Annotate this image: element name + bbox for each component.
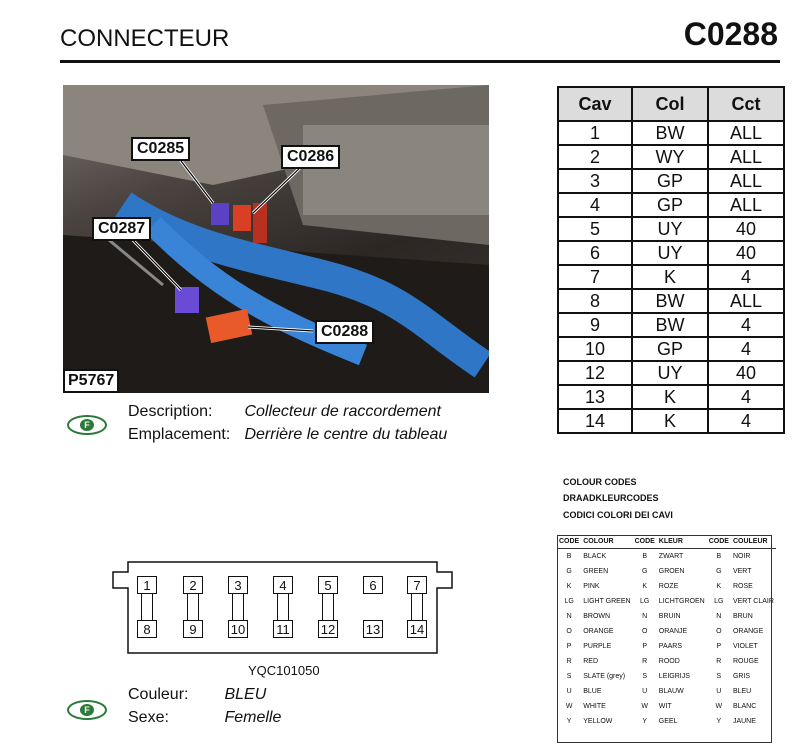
- pin-bottom: 10: [228, 620, 248, 638]
- header-col: Col: [632, 87, 708, 121]
- colour-code: W: [565, 703, 573, 710]
- colour-value: BLEU: [224, 686, 267, 703]
- circuit: ALL: [708, 289, 784, 313]
- colour-code: K: [642, 583, 648, 590]
- colour-label: Couleur:: [128, 686, 189, 703]
- sex-row: [128, 709, 281, 727]
- colour-name: BRUN: [732, 613, 753, 620]
- callout-c0285: C0285: [131, 137, 190, 161]
- wire-colour: UY: [632, 217, 708, 241]
- colour-name: NOIR: [732, 553, 751, 560]
- wire-colour: K: [632, 385, 708, 409]
- pin-top: 2: [183, 576, 203, 594]
- cavity-number: 13: [558, 385, 632, 409]
- circuit: 4: [708, 313, 784, 337]
- cavity-row: [558, 409, 784, 433]
- colour-name: GROEN: [658, 568, 685, 575]
- colour-code: O: [641, 628, 648, 635]
- colour-name: ROZE: [658, 583, 679, 590]
- colour-code: P: [566, 643, 572, 650]
- connector-photo: [63, 85, 489, 393]
- colour-code: S: [566, 673, 572, 680]
- cavity-row: [558, 337, 784, 361]
- location-label: Emplacement:: [128, 426, 231, 443]
- colour-name: SLATE (grey): [583, 673, 626, 680]
- wire-colour: UY: [632, 241, 708, 265]
- pin-top: 1: [137, 576, 157, 594]
- colour-code: R: [642, 658, 648, 665]
- colour-code: P: [716, 643, 722, 650]
- header-cct: Cct: [708, 87, 784, 121]
- colour-code: S: [716, 673, 722, 680]
- cavity-number: 5: [558, 217, 632, 241]
- colour-name: PAARS: [658, 643, 683, 650]
- colour-codes-title-it: CODICI COLORI DEI CAVI: [563, 510, 673, 520]
- colour-code: Y: [642, 718, 648, 725]
- colour-name: BLACK: [583, 553, 607, 560]
- location-value: Derrière le centre du tableau: [244, 426, 448, 443]
- cavity-row: [558, 241, 784, 265]
- cc-header: COULEUR: [731, 535, 776, 549]
- colour-name: ZWART: [658, 553, 684, 560]
- cavity-row: [558, 289, 784, 313]
- pin-bottom: 11: [273, 620, 293, 638]
- colour-code: W: [641, 703, 648, 710]
- colour-code: G: [641, 568, 648, 575]
- colour-name: LEIGRIJS: [658, 673, 690, 680]
- callout-c0286: C0286: [281, 145, 340, 169]
- wire-colour: K: [632, 265, 708, 289]
- cavity-number: 6: [558, 241, 632, 265]
- colour-codes-title: COLOUR CODES: [563, 477, 637, 487]
- wire-colour: BW: [632, 121, 708, 145]
- badge-letter: F: [80, 419, 94, 431]
- cavity-number: 7: [558, 265, 632, 289]
- cc-header: KLEUR: [657, 535, 707, 549]
- colour-name: ROSE: [732, 583, 753, 590]
- pin-link: [277, 594, 289, 620]
- pin-link: [232, 594, 244, 620]
- header-divider: [60, 60, 780, 63]
- cavity-number: 14: [558, 409, 632, 433]
- cavity-number: 8: [558, 289, 632, 313]
- colour-code: K: [566, 583, 572, 590]
- pin-bottom: 13: [363, 620, 383, 638]
- cc-header: CODE: [707, 535, 731, 549]
- colour-code: K: [716, 583, 722, 590]
- description-label: Description:: [128, 403, 213, 420]
- sex-value: Femelle: [224, 709, 282, 726]
- circuit: ALL: [708, 169, 784, 193]
- cavity-row: [558, 217, 784, 241]
- pin-link: [141, 594, 153, 620]
- colour-name: LICHTGROEN: [658, 598, 705, 605]
- colour-name: WHITE: [583, 703, 606, 710]
- description-row: [128, 403, 441, 421]
- cavity-number: 12: [558, 361, 632, 385]
- colour-name: ORANJE: [658, 628, 688, 635]
- colour-code: G: [566, 568, 572, 575]
- header-cav: Cav: [558, 87, 632, 121]
- cavity-row: [558, 361, 784, 385]
- circuit: 4: [708, 265, 784, 289]
- cavity-number: 9: [558, 313, 632, 337]
- pin-bottom: 12: [318, 620, 338, 638]
- pin-link: [322, 594, 334, 620]
- wire-colour: GP: [632, 169, 708, 193]
- colour-name: VIOLET: [732, 643, 758, 650]
- pin-top: 5: [318, 576, 338, 594]
- colour-name: PINK: [583, 583, 600, 590]
- colour-code: LG: [640, 598, 650, 605]
- cavity-number: 2: [558, 145, 632, 169]
- colour-row: [128, 686, 266, 704]
- colour-name: ORANGE: [583, 628, 614, 635]
- colour-code: R: [566, 658, 572, 665]
- colour-code: B: [716, 553, 722, 560]
- circuit: 4: [708, 409, 784, 433]
- cavity-number: 3: [558, 169, 632, 193]
- sex-label: Sexe:: [128, 709, 169, 726]
- cavity-row: [558, 193, 784, 217]
- pin-top: 4: [273, 576, 293, 594]
- pin-top: 3: [228, 576, 248, 594]
- colour-code: N: [716, 613, 722, 620]
- pin-link: [187, 594, 199, 620]
- callout-c0287: C0287: [92, 217, 151, 241]
- colour-code: U: [716, 688, 722, 695]
- colour-name: BROWN: [583, 613, 611, 620]
- wire-colour: BW: [632, 289, 708, 313]
- pin-bottom: 8: [137, 620, 157, 638]
- cavity-number: 10: [558, 337, 632, 361]
- colour-name: GEEL: [658, 718, 678, 725]
- colour-code: W: [715, 703, 723, 710]
- wire-colour: K: [632, 409, 708, 433]
- colour-code: LG: [564, 598, 574, 605]
- colour-code: P: [642, 643, 648, 650]
- colour-name: RED: [583, 658, 599, 665]
- french-language-badge: [67, 415, 107, 435]
- circuit: 40: [708, 217, 784, 241]
- colour-code: Y: [566, 718, 572, 725]
- cavity-row: [558, 313, 784, 337]
- colour-name: BRUIN: [658, 613, 681, 620]
- colour-name: WIT: [658, 703, 672, 710]
- colour-code: N: [642, 613, 648, 620]
- cc-header: CODE: [557, 535, 581, 549]
- colour-name: JAUNE: [732, 718, 756, 725]
- wire-colour: UY: [632, 361, 708, 385]
- description-value: Collecteur de raccordement: [244, 403, 441, 420]
- pin-link: [411, 594, 423, 620]
- cavity-number: 4: [558, 193, 632, 217]
- pin-bottom: 14: [407, 620, 427, 638]
- circuit: ALL: [708, 121, 784, 145]
- colour-code: S: [642, 673, 648, 680]
- cavity-row: [558, 121, 784, 145]
- colour-name: LIGHT GREEN: [583, 598, 631, 605]
- page-title: CONNECTEUR: [60, 25, 230, 52]
- cavity-row: [558, 145, 784, 169]
- cavity-row: [558, 169, 784, 193]
- colour-name: BLEU: [732, 688, 752, 695]
- colour-codes-border: [557, 535, 772, 743]
- part-number: YQC101050: [248, 663, 320, 678]
- pin-bottom: 9: [183, 620, 203, 638]
- colour-code: N: [566, 613, 572, 620]
- colour-code: U: [642, 688, 648, 695]
- colour-name: GREEN: [583, 568, 609, 575]
- colour-code: G: [716, 568, 722, 575]
- badge-letter: F: [80, 704, 94, 716]
- photo-id: P5767: [63, 369, 119, 393]
- callout-c0288: C0288: [315, 320, 374, 344]
- wire-colour: GP: [632, 193, 708, 217]
- wire-colour: GP: [632, 337, 708, 361]
- cavity-row: [558, 265, 784, 289]
- circuit: 4: [708, 337, 784, 361]
- colour-codes-title-nl: DRAADKLEURCODES: [563, 493, 659, 503]
- colour-name: ORANGE: [732, 628, 764, 635]
- colour-name: PURPLE: [583, 643, 612, 650]
- colour-name: BLUE: [583, 688, 602, 695]
- colour-name: VERT: [732, 568, 752, 575]
- cavity-table: [557, 86, 785, 434]
- colour-name: BLANC: [732, 703, 757, 710]
- circuit: 40: [708, 241, 784, 265]
- colour-name: ROOD: [658, 658, 680, 665]
- cavity-table-header: [558, 87, 784, 121]
- wire-colour: WY: [632, 145, 708, 169]
- french-language-badge: [67, 700, 107, 720]
- colour-code: O: [566, 628, 572, 635]
- colour-name: YELLOW: [583, 718, 613, 725]
- cavity-number: 1: [558, 121, 632, 145]
- circuit: ALL: [708, 145, 784, 169]
- circuit: 40: [708, 361, 784, 385]
- colour-code: R: [716, 658, 722, 665]
- circuit: 4: [708, 385, 784, 409]
- colour-code: Y: [716, 718, 722, 725]
- colour-name: GRIS: [732, 673, 751, 680]
- colour-code: O: [716, 628, 722, 635]
- connector-code: C0288: [683, 16, 778, 52]
- circuit: ALL: [708, 193, 784, 217]
- cc-header: COLOUR: [581, 535, 632, 549]
- colour-name: ROUGE: [732, 658, 759, 665]
- cavity-row: [558, 385, 784, 409]
- colour-name: VERT CLAIR: [732, 598, 774, 605]
- colour-name: BLAUW: [658, 688, 684, 695]
- wire-colour: BW: [632, 313, 708, 337]
- colour-code: B: [566, 553, 572, 560]
- cc-header: CODE: [633, 535, 657, 549]
- colour-code: LG: [714, 598, 724, 605]
- location-row: [128, 426, 447, 444]
- pin-top: 6: [363, 576, 383, 594]
- pin-top: 7: [407, 576, 427, 594]
- colour-code: B: [642, 553, 648, 560]
- colour-code: U: [566, 688, 572, 695]
